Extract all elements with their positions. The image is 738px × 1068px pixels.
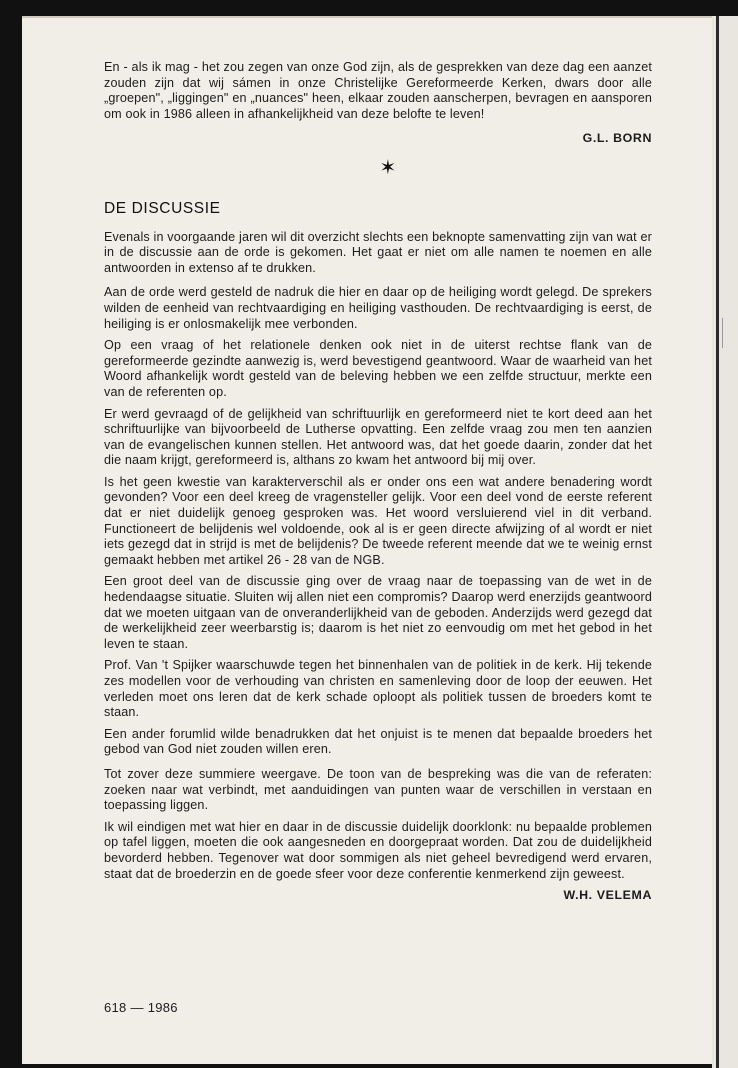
- paragraph: Prof. Van 't Spijker waarschuwde tegen het binnenhalen van de politiek in de kerk. Hij tekende zes modellen voor de verhouding van christen en samenleving door de loop der eeuwen. Het verleden moet ons leren dat de kerk schade oploopt als politiek tussen de broeders komt te staan.: [104, 658, 652, 720]
- signature-born: G.L. BORN: [582, 131, 652, 146]
- paragraph: Aan de orde werd gesteld de nadruk die hier en daar op de heiliging wordt gelegd. De sprekers wilden de eenheid van rechtvaardiging en heiliging vasthouden. De rechtvaardiging is eerst, de heiliging is er onlosmakelijk mee verbonden.: [104, 285, 652, 331]
- signature-velema: W.H. VELEMA: [563, 888, 652, 903]
- margin-mark: [722, 318, 723, 348]
- page-edge: [712, 16, 738, 1068]
- paragraph: Op een vraag of het relationele denken ook niet in de uiterst rechtse flank van de gereformeerde gezindte aanwezig is, werd bevestigend geantwoord. Waar de waarheid van het Woord afhankelijk wordt gesteld van de beleving hebben we een zelfde structuur, merkte een van de referenten op.: [104, 338, 652, 399]
- paragraph: Ik wil eindigen met wat hier en daar in de discussie duidelijk doorklonk: nu bepaalde problemen op tafel liggen, moeten die ook aangesneden en doorgepraat worden. Dat zou de duidelijkheid bevorderd hebben. Tegenover wat door sommigen als niet geheel bevredigend werd ervaren, staat dat de broederzin en de goede sfeer voor deze conferentie kenmerkend zijn geweest.: [104, 819, 652, 881]
- paragraph: Een ander forumlid wilde benadrukken dat het onjuist is te menen dat bepaalde broeders het gebod van God niet zouden willen eren.: [104, 726, 652, 757]
- star-ornament-icon: ✶: [379, 156, 397, 179]
- paragraph: Tot zover deze summiere weergave. De toon van de bespreking was die van de referaten: zoeken naar wat verbindt, met aanduidingen van punten waar de verschillen in verstaan en toepassing liggen.: [104, 766, 652, 813]
- intro-paragraph: En - als ik mag - het zou zegen van onze God zijn, als de gesprekken van deze dag een aanzet zouden zijn dat wij sámen in onze Christelijke Gereformeerde Kerken, dwars door alle „groepen", „liggingen" en „nuances" heen, elkaar zouden aanscherpen, bevragen en aansporen om ook in 1986 alleen in afhankelijkheid van deze belofte te leven!: [104, 60, 652, 121]
- paragraph: Evenals in voorgaande jaren wil dit overzicht slechts een beknopte samenvatting zijn van wat er in de discussie aan de orde is gekomen. Het gaat er niet om alle namen te noemen en alle antwoorden in extenso af te drukken.: [104, 229, 652, 275]
- article-body: [104, 60, 652, 914]
- binding-line: [716, 16, 719, 1068]
- paragraph: Een groot deel van de discussie ging over de vraag naar de toepassing van de wet in de hedendaagse situatie. Sluiten wij allen niet een compromis? Daarop werd enerzijds geantwoord dat we moeten uitgaan van de onveranderlijkheid van de geboden. Anderzijds werd gezegd dat de werkelijkheid zeer weerbarstig is; daarom is het niet zo eenvoudig om met het gebod in het leven te staan.: [104, 574, 652, 651]
- page-number: 618 — 1986: [104, 1000, 178, 1015]
- paragraph: Er werd gevraagd of de gelijkheid van schriftuurlijk en gereformeerd niet te kort deed aan het schriftuurlijke van bijvoorbeeld de Lutherse opvatting. Een zelfde vraag zou men ten aanzien van de evangelischen kunnen stellen. Het antwoord was, dat het goede daarin, zonder dat het die naam krijgt, gereformeerd is, althans zo kwam het antwoord bij mij over.: [104, 406, 652, 468]
- section-heading: DE DISCUSSIE: [104, 199, 221, 217]
- paragraph: Is het geen kwestie van karakterverschil als er onder ons een wat andere benadering wordt gevonden? Voor een deel kreeg de vragensteller gelijk. Voor een deel vond de eerste referent dat er niet duidelijk genoeg gesproken was. Het woord versluierend viel in dit verband. Functioneert de belijdenis wel voldoende, ook al is er geen directe afwijzing of al wordt er niet iets gezegd dat in strijd is met de belijdenis? De tweede referent meende dat we te weinig ernst gemaakt hebben met artikel 26 - 28 van de NGB.: [104, 474, 652, 567]
